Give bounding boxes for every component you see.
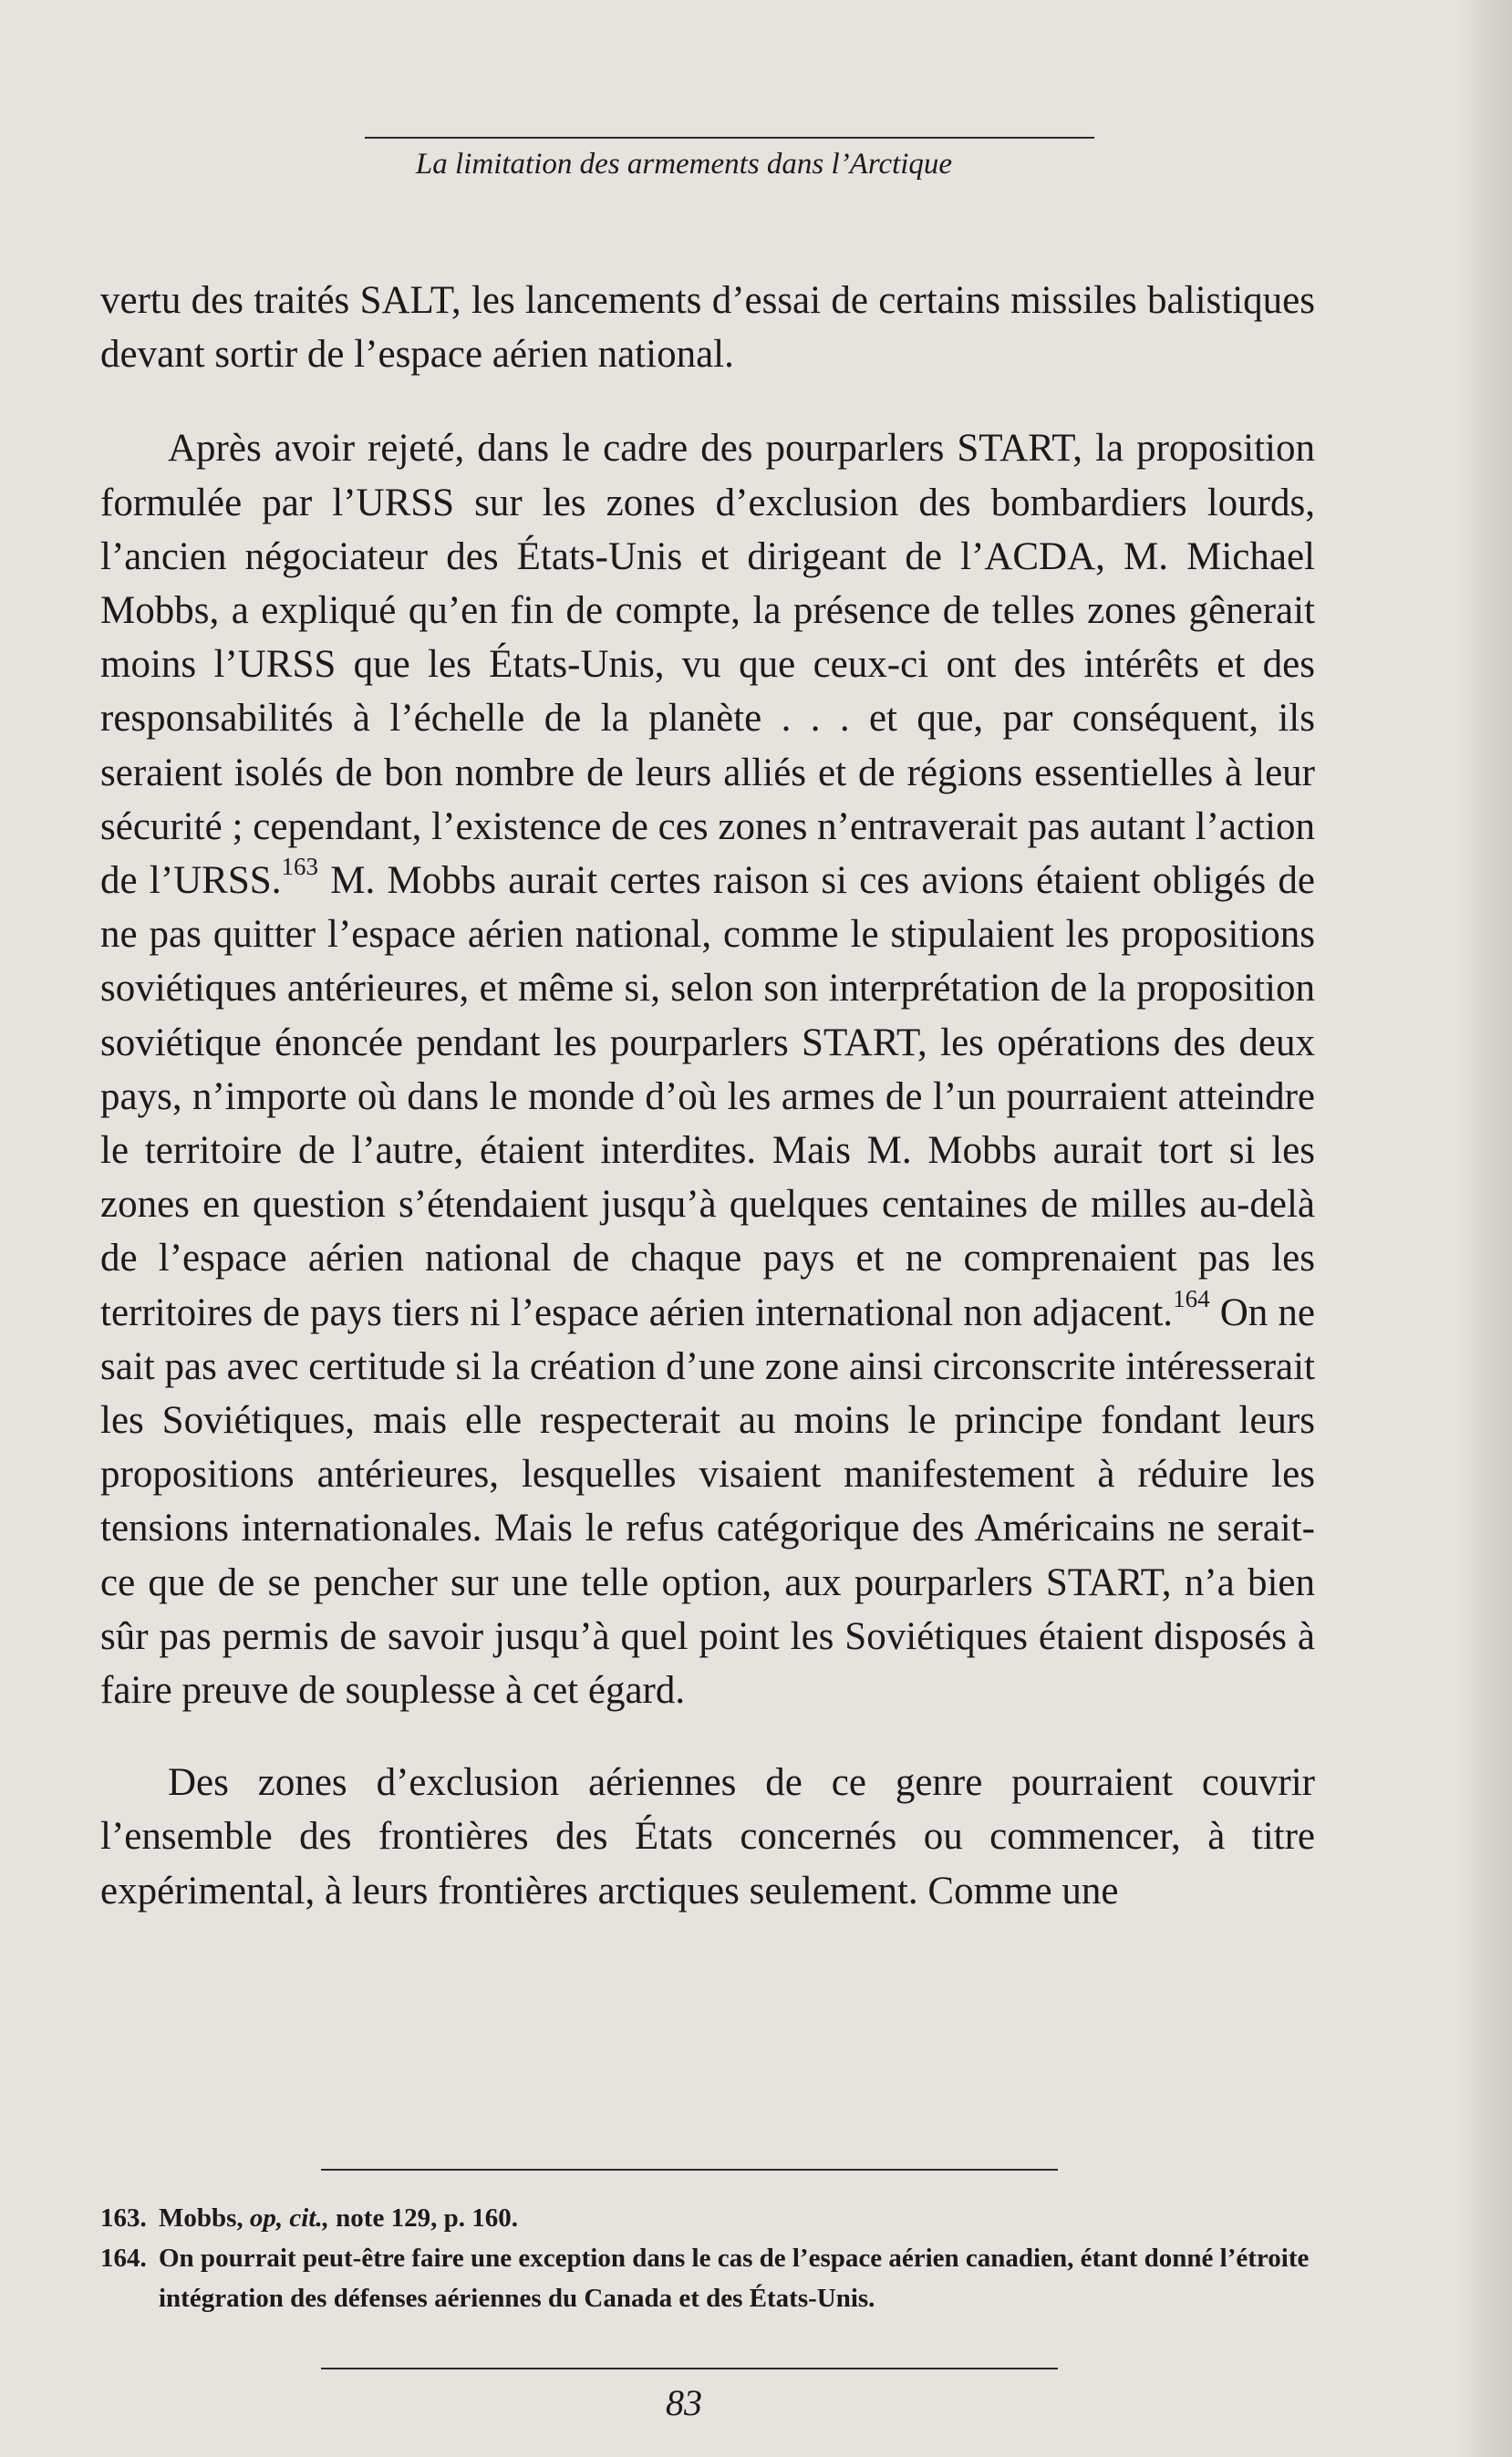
footnote-ref-163[interactable]: 163 bbox=[281, 852, 318, 880]
footnote-text: On pourrait peut-être faire une exception dans le cas de l’espace aérien canadien, étant donné l’étroite intégration des défenses aériennes du Canada et des États-Unis. bbox=[159, 2244, 1310, 2313]
paragraph-exclusion-zones: Des zones d’exclusion aériennes de ce genre pourraient couvrir l’ensemble des frontières des États concernés ou commencer, à titre expérimental, à leurs frontières arctiques seulement. Comme une bbox=[100, 1761, 1315, 1913]
paragraph-mobbs-text-3: On ne sait pas avec certitude si la création d’une zone ainsi circonscrite intéresserait les Soviétiques, mais elle respecterait au moins le principe fondant leurs propositions antérieures, lesquelles visaient manifestement à réduire les tensions internationales. Mais le refus catégorique des Américains ne serait-ce que de se pencher sur une telle option, aux pourparlers START, n’a bien sûr pas permis de savoir jusqu’à quel point les Soviétiques étaient disposés à faire preuve de souplesse à cet égard. bbox=[100, 1291, 1316, 1713]
footnotes bbox=[100, 2198, 1313, 2318]
footnote-164 bbox=[100, 2238, 1313, 2318]
running-head-rule bbox=[365, 137, 1094, 139]
paragraph-mobbs-text-1: Après avoir rejeté, dans le cadre des pourparlers START, la proposition formulée par l’URSS sur les zones d’exclusion des bombardiers lourds, l’ancien négociateur des États-Unis et dirigeant de l’ACDA, M. Michael Mobbs, a expliqué qu’en fin de compte, la présence de telles zones gênerait moins l’URSS que les États-Unis, vu que ceux-ci ont des intérêts et des responsabilités à l’échelle de la planète . . . et que, par conséquent, ils seraient isolés de bon nombre de leurs alliés et de régions essentielles à leur sécurité ; cependant, l’existence de ces zones n’entraverait pas autant l’action de l’URSS. bbox=[100, 427, 1315, 903]
footnote-text bbox=[159, 2198, 1313, 2238]
page-edge-shadow bbox=[1457, 0, 1512, 2457]
footnote-text-part: Mobbs, bbox=[159, 2203, 250, 2233]
footnote-163 bbox=[100, 2198, 1313, 2238]
footnote-rule bbox=[321, 2169, 1058, 2171]
footnote-ref-164[interactable]: 164 bbox=[1173, 1284, 1210, 1312]
paragraph-continuation: vertu des traités SALT, les lancements d’essai de certains missiles balistiques devant sortir de l’espace aérien national. bbox=[100, 279, 1315, 377]
running-head: La limitation des armements dans l’Arctique bbox=[415, 148, 953, 181]
paragraph-mobbs-text-2: M. Mobbs aurait certes raison si ces avions étaient obligés de ne pas quitter l’espace aérien national, comme le stipulaient les propositions soviétiques antérieures, et même si, selon son interprétation de la proposition soviétique énoncée pendant les pourparlers START, les opérations des deux pays, n’importe où dans le monde d’où les armes de l’un pourraient atteindre le territoire de l’autre, étaient interdites. Mais M. Mobbs aurait tort si les zones en question s’étendaient jusqu’à quelques centaines de milles au-delà de l’espace aérien national de chaque pays et ne comprenaient pas les territoires de pays tiers ni l’espace aérien international non adjacent. bbox=[100, 859, 1315, 1334]
footnote-number: 164. bbox=[100, 2244, 147, 2273]
footnote-text-part: note 129, p. 160. bbox=[328, 2203, 518, 2233]
page-number: 83 bbox=[666, 2382, 702, 2423]
footnote-number: 163. bbox=[100, 2203, 147, 2233]
body-text bbox=[100, 274, 1315, 1918]
folio-rule bbox=[321, 2368, 1058, 2369]
footnote-italic: op, cit., bbox=[249, 2203, 329, 2233]
paragraph-mobbs bbox=[100, 421, 1315, 1717]
